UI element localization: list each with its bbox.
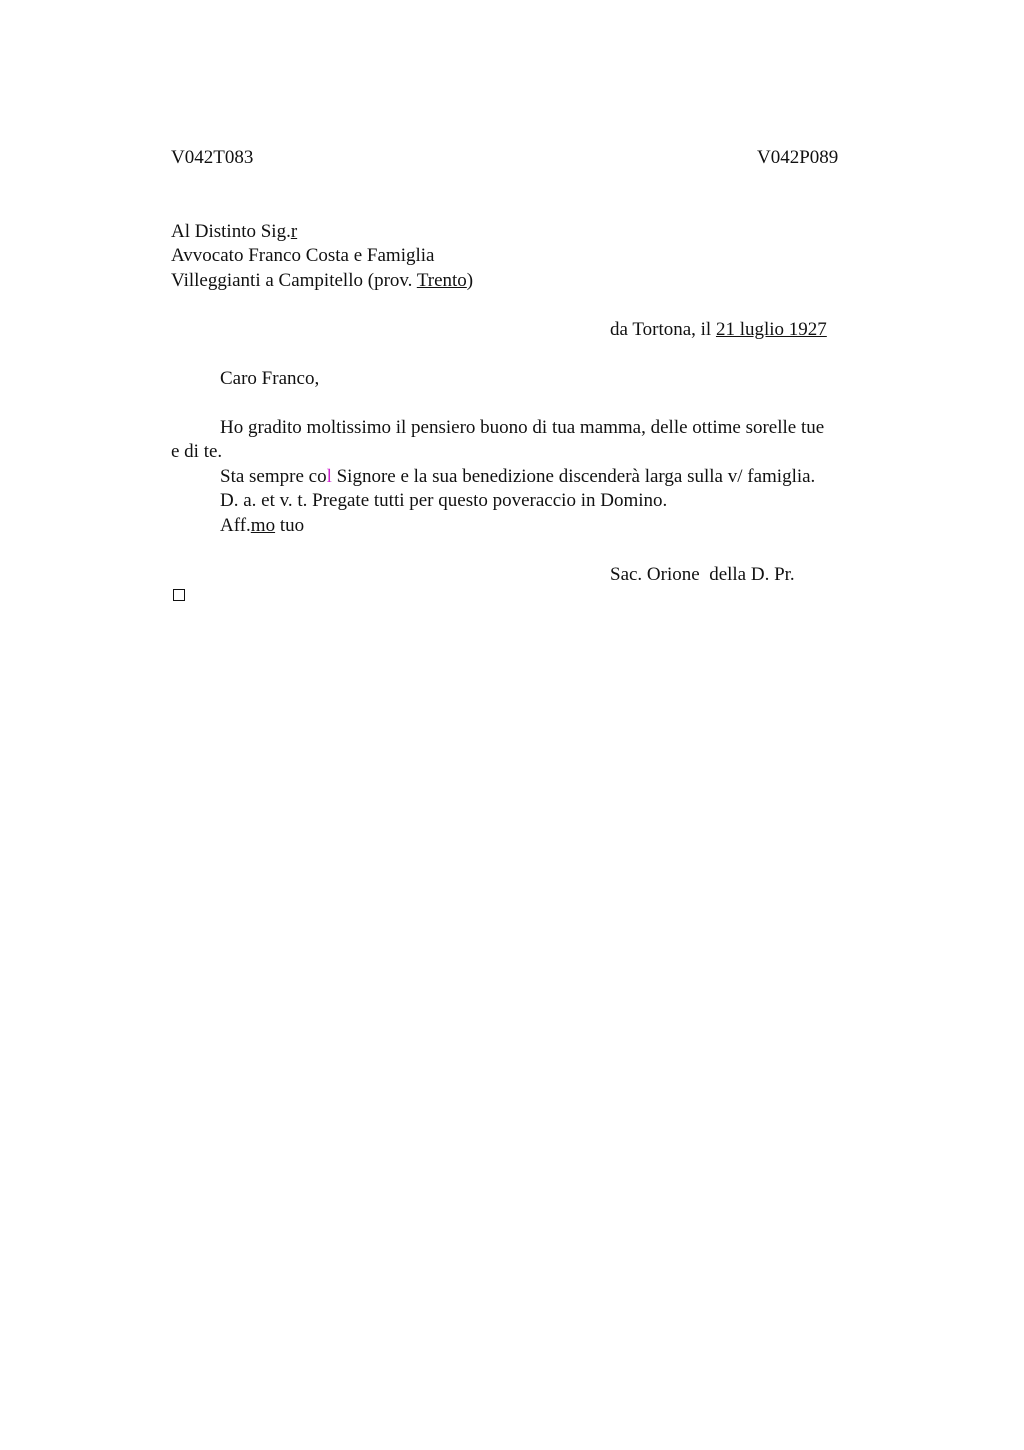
body-paragraph-2-highlight: l [326,466,332,487]
signature: Sac. Orione della D. Pr. [610,564,795,585]
address-line-2: Avvocato Franco Costa e Famiglia [171,245,435,266]
document-code-left: V042T083 [171,147,254,168]
body-paragraph-2-c: Signore e la sua benedizione discenderà larga sulla v/ famiglia. [331,466,816,487]
address-line-3-suffix: ) [466,270,474,291]
address-line-1-underlined: r [290,221,298,242]
address-line-1 [171,220,297,244]
closing-underlined: mo [250,515,276,536]
address-line-3-text: Villeggianti a Campitello (prov. [171,270,417,291]
dateline-date: 21 luglio 1927 [715,319,827,340]
address-line-1-text: Al Distinto Sig. [171,221,291,242]
body-paragraph-2 [220,465,815,489]
dateline-prefix: da Tortona, il [610,319,716,340]
checkbox-icon [173,589,185,601]
body-paragraph-3: D. a. et v. t. Pregate tutti per questo poveraccio in Domino. [220,490,668,511]
salutation: Caro Franco, [220,368,320,389]
closing-prefix: Aff. [220,515,251,536]
body-paragraph-1-line-1: Ho gradito moltissimo il pensiero buono di tua mamma, delle ottime sorelle tue [220,417,825,438]
address-line-3 [171,269,473,293]
body-paragraph-2-a: Sta sempre co [220,466,327,487]
address-line-3-underlined: Trento [416,270,467,291]
closing-suffix: tuo [275,515,305,536]
dateline [610,318,827,342]
body-paragraph-1-line-2: e di te. [171,441,223,462]
document-code-right: V042P089 [757,147,839,168]
closing [220,514,304,538]
